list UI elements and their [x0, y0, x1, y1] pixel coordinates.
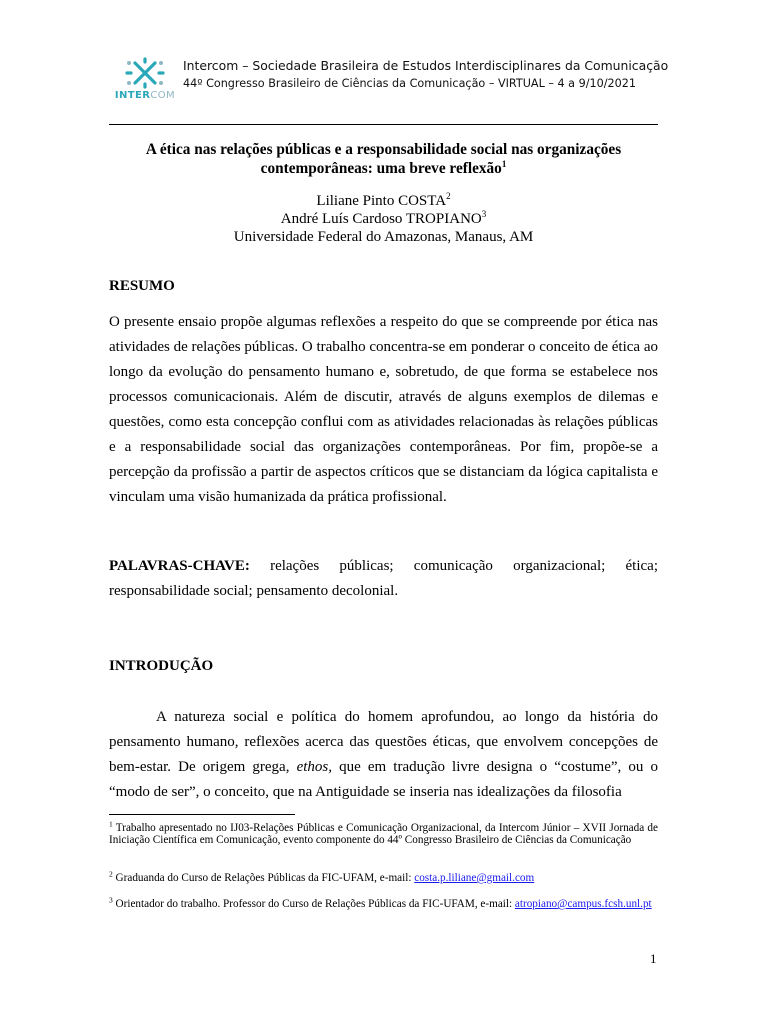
introduction-heading: INTRODUÇÃO — [109, 658, 214, 674]
abstract-text: O presente ensaio propõe algumas reflexões a respeito do que se compreende por ética nas atividades de relações públicas. O trabalho concentra-se em ponderar o conceito de ética ao longo da evolução do pensamento humano e, sobretudo, de que forma se estabelece nos processos comunicacionais. Além de discutir, através de alguns exemplos de dilemas e questões, como esta concepção conflui com as atividades relacionadas às relações públicas e a responsabilidade social das organizações contemporâneas. Por fim, propõe-se a percepção da profissão a partir de aspectos críticos que se distanciam da lógica capitalista e vinculam uma visão humanizada da prática profissional. — [109, 314, 658, 505]
author-2: André Luís Cardoso TROPIANO$^3$ — [280, 209, 487, 227]
affiliation: Universidade Federal do Amazonas, Manaus, AM — [233, 229, 534, 245]
header-society-name: Intercom – Sociedade Brasileira de Estudos Interdisciplinares da Comunicação — [183, 58, 669, 73]
header-divider — [109, 124, 658, 125]
footnote-2: $^2$ Graduanda do Curso de Relações Públicas da FIC-UFAM, e-mail: costa.p.liliane@gmail.com — [109, 869, 535, 884]
footnote-3: $^3$ Orientador do trabalho. Professor do Curso de Relações Públicas da FIC-UFAM, e-mail: atropiano@campus.fcsh.unl.pt — [109, 895, 652, 910]
keywords — [109, 554, 658, 604]
intercom-logo — [112, 56, 178, 104]
introduction-text: A natureza social e política do homem aprofundou, ao longo da história do pensamento humano, reflexões acerca das questões éticas, que envolvem concepções de bem-estar. De origem grega, ethos, que em tradução livre designa o “costume”, ou o “modo de ser”, o conceito, que na Antiguidade se inseria nas idealizações da filosofia — [109, 709, 658, 800]
footnote-divider — [109, 814, 295, 815]
header-congress-name: 44º Congresso Brasileiro de Ciências da Comunicação – VIRTUAL – 4 a 9/10/2021 — [183, 77, 636, 90]
email-link-tropiano[interactable]: atropiano@campus.fcsh.unl.pt — [514, 898, 652, 910]
email-link-costa[interactable]: costa.p.liliane@gmail.com — [414, 872, 535, 884]
authors-block — [109, 192, 658, 246]
footnote-1: $^1$ Trabalho apresentado no IJ03-Relações Públicas e Comunicação Organizacional, da Intercom Júnior – XVII Jornada de Iniciação Científica em Comunicação, evento componente do 44º Congresso Brasileiro de Ciências da Comunicação — [109, 819, 658, 846]
keywords-label: PALAVRAS-CHAVE: — [109, 558, 250, 574]
intercom-logo-icon — [112, 56, 178, 90]
author-1: Liliane Pinto COSTA$^2$ — [316, 191, 451, 209]
logo-wordmark: INTERCOM — [114, 90, 176, 101]
keywords-text: relações públicas; comunicação organizacional; ética; responsabilidade social; pensamento decolonial. — [109, 558, 658, 599]
title-footnote-mark: 1 — [501, 158, 507, 169]
abstract-heading: RESUMO — [109, 278, 175, 294]
page-number: 1 — [650, 951, 657, 966]
paper-title: A ética nas relações públicas e a responsabilidade social nas organizações contemporâneas: uma breve reflexão$^1$ — [145, 141, 622, 177]
